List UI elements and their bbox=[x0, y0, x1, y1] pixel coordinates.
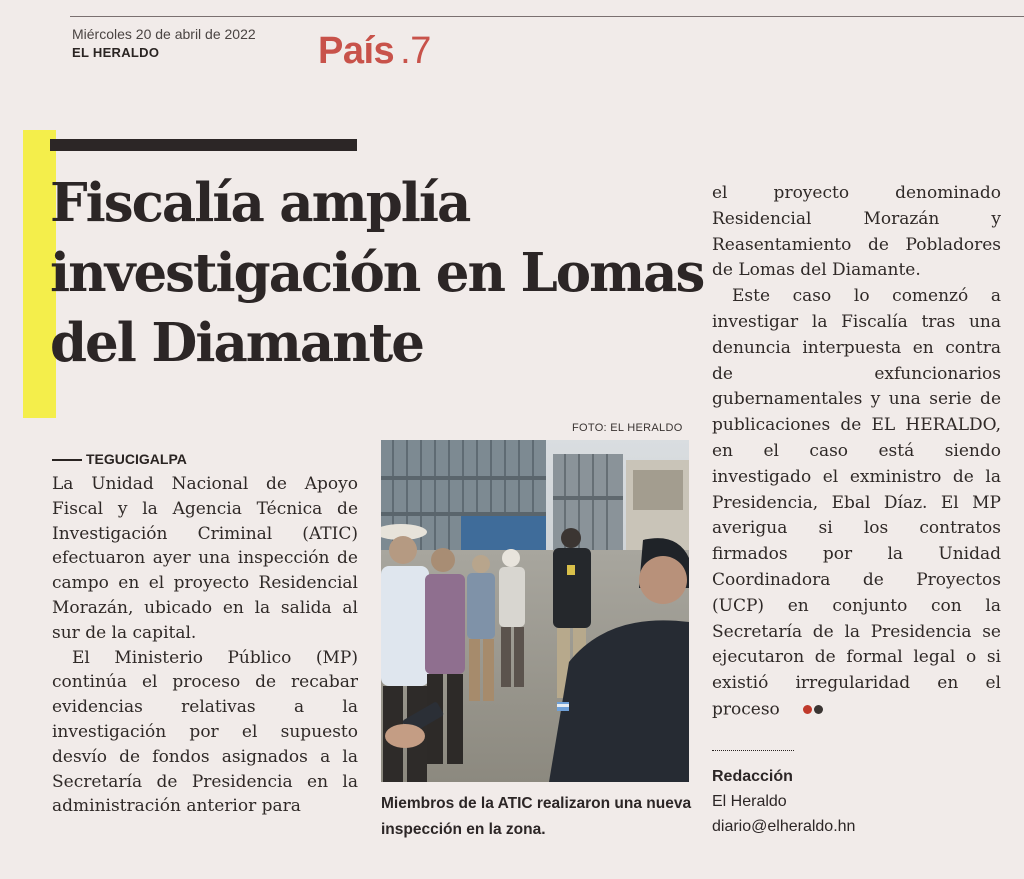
issue-date: Miércoles 20 de abril de 2022 bbox=[72, 26, 256, 42]
photo-illustration bbox=[381, 440, 689, 782]
end-dot-red bbox=[803, 705, 812, 714]
col2-paragraph-2 bbox=[712, 284, 1001, 723]
col1-paragraph-2: El Ministerio Público (MP) continúa el proceso de recabar evidencias relativas a la investigación por el supuesto desvío de fondos asignados a la Secretaría de Presidencia en la administración anterior para bbox=[52, 647, 358, 817]
column-2 bbox=[712, 181, 1001, 723]
end-dot-dark bbox=[814, 705, 823, 714]
end-mark-icon bbox=[783, 697, 825, 723]
headline: Fiscalía amplía investigación en Lomas del Diamante bbox=[50, 172, 704, 374]
dateline-dash bbox=[52, 459, 82, 461]
signature-rule bbox=[712, 750, 794, 751]
author-email: diario@elheraldo.hn bbox=[712, 818, 856, 835]
author-outlet: El Heraldo bbox=[712, 793, 787, 810]
photo-credit: FOTO: EL HERALDO bbox=[572, 422, 683, 434]
dateline bbox=[52, 451, 187, 467]
col2-paragraph-2-text: Este caso lo comenzó a investigar la Fiscalía tras una denuncia interpuesta en contra de exfuncionarios gubernamentales y una serie de publicaciones de EL HERALDO, en el caso está siendo investigado el exministro de la Presidencia, Ebal Díaz. El MP averigua si los contratos firmados por la Unidad Coordinadora de Proyectos (UCP) en conjunto con la Secretaría de la Presidencia se ejecutaron de formal legal o si existió irregularidad en el proceso bbox=[712, 286, 1001, 720]
column-1 bbox=[52, 472, 358, 819]
col2-paragraph-1: el proyecto denominado Residencial Morazán y Reasentamiento de Pobladores de Lomas del Diamante. bbox=[712, 183, 1001, 281]
section-name: País bbox=[318, 30, 395, 72]
newspaper-name: EL HERALDO bbox=[72, 45, 160, 60]
top-rule bbox=[70, 16, 1024, 17]
photo-caption: Miembros de la ATIC realizaron una nueva inspección en la zona. bbox=[381, 795, 692, 838]
dateline-text: TEGUCIGALPA bbox=[86, 451, 187, 467]
author-name: Redacción bbox=[712, 768, 793, 785]
headline-bar bbox=[50, 139, 357, 151]
article-photo bbox=[381, 440, 689, 782]
col1-paragraph-1: La Unidad Nacional de Apoyo Fiscal y la Agencia Técnica de Investigación Criminal (ATIC) efectuaron ayer una inspección de campo en el proyecto Residencial Morazán, ubicado en la salida al sur de la capital. bbox=[52, 474, 358, 643]
byline bbox=[712, 764, 855, 839]
page-number: .7 bbox=[400, 30, 431, 72]
section-header bbox=[318, 30, 431, 73]
